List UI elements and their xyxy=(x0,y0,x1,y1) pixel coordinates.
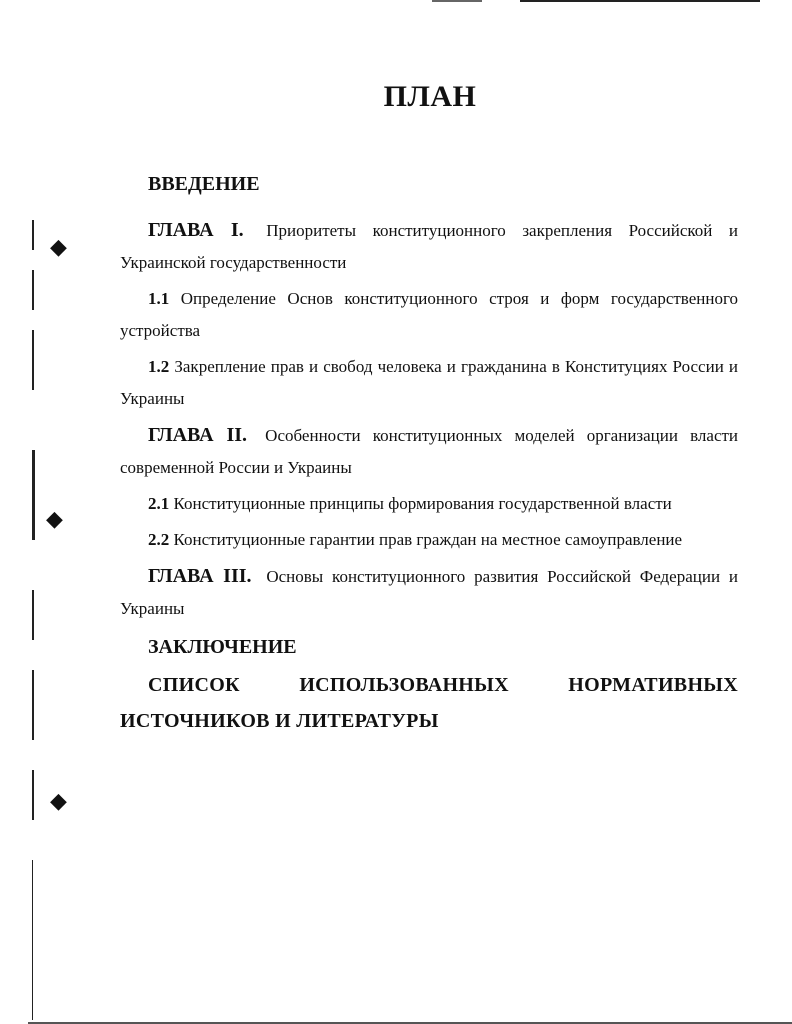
toc-section-2-1 xyxy=(120,488,738,520)
chapter-text: Особенности конституционных моделей организации власти современной России и Украины xyxy=(120,426,739,477)
section-text: Определение Основ конституционного строя и форм государственного устройства xyxy=(120,289,739,340)
toc-section-1-1 xyxy=(120,283,738,347)
chapter-label: ГЛАВА I. xyxy=(148,219,244,241)
toc-section-1-2 xyxy=(120,351,738,415)
section-text: Конституционные гарантии прав граждан на местное самоуправление xyxy=(173,530,683,549)
section-text: Закрепление прав и свобод человека и гражданина в Конституциях России и Украины xyxy=(120,357,739,408)
binding-edge-artifact xyxy=(30,210,38,1020)
toc-chapter-2 xyxy=(120,419,738,484)
scan-artifact-line xyxy=(520,0,760,2)
toc-introduction: ВВЕДЕНИЕ xyxy=(148,173,260,195)
chapter-text: Основы конституционного развития Российской Федерации и Украины xyxy=(120,567,738,618)
punch-hole-mark: ◆ xyxy=(50,788,67,813)
table-of-contents xyxy=(120,168,738,739)
chapter-label: ГЛАВА II. xyxy=(148,424,248,446)
section-number: 1.2 xyxy=(148,357,170,376)
section-number: 1.1 xyxy=(148,289,170,308)
section-number: 2.2 xyxy=(148,530,170,549)
punch-hole-mark: ◆ xyxy=(50,234,67,259)
toc-conclusion: ЗАКЛЮЧЕНИЕ xyxy=(148,636,297,658)
chapter-label: ГЛАВА III. xyxy=(148,565,252,587)
punch-hole-mark: ◆ xyxy=(46,506,63,531)
section-number: 2.1 xyxy=(148,494,170,513)
toc-references: СПИСОК ИСПОЛЬЗОВАННЫХ НОРМАТИВНЫХ ИСТОЧНИКОВ И ЛИТЕРАТУРЫ xyxy=(120,674,738,732)
toc-chapter-1 xyxy=(120,214,738,279)
chapter-text: Приоритеты конституционного закрепления Российской и Украинской государственности xyxy=(120,221,739,272)
toc-chapter-3 xyxy=(120,560,738,625)
page-title: ПЛАН xyxy=(383,80,477,113)
toc-section-2-2 xyxy=(120,524,738,556)
section-text: Конституционные принципы формирования государственной власти xyxy=(173,494,672,513)
scan-artifact-line xyxy=(432,0,482,2)
